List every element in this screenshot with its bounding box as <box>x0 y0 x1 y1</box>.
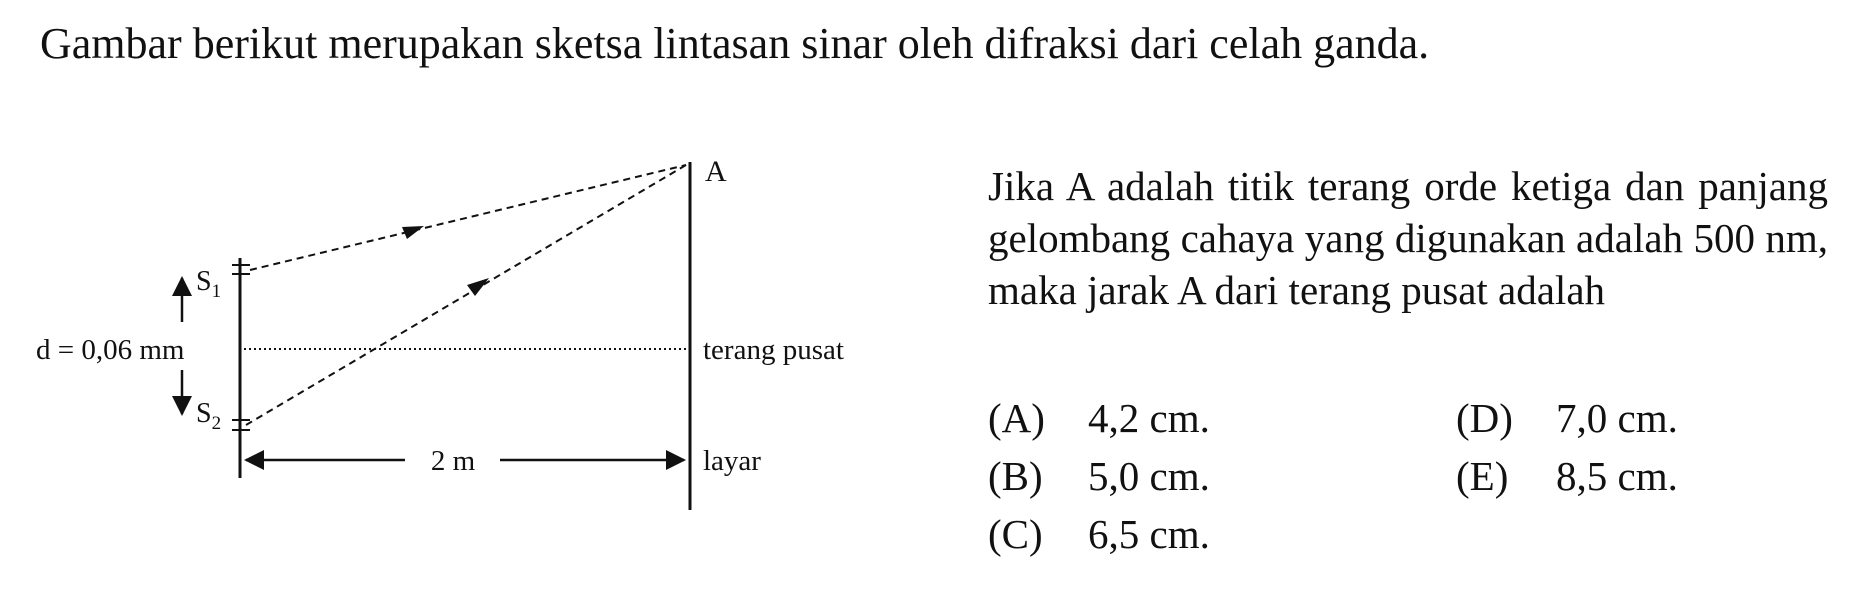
question-block <box>988 160 1828 316</box>
option-label: (C) <box>988 511 1043 557</box>
ray-arrowhead-2 <box>467 278 489 296</box>
option-value: 6,5 cm. <box>1088 511 1210 557</box>
ray-arrowhead-1 <box>402 226 424 239</box>
slit1-label: $S_1$ <box>196 266 222 302</box>
option-d[interactable] <box>1456 394 1678 442</box>
option-e[interactable] <box>1456 452 1678 500</box>
option-c[interactable] <box>988 510 1210 558</box>
option-label: (E) <box>1456 453 1509 499</box>
question-text: Jika A adalah titik terang orde ketiga dan panjang gelombang cahaya yang digunakan adalah 500 nm, maka jarak A dari terang pusat adalah <box>988 163 1828 313</box>
distance-label: 2 m <box>430 445 476 477</box>
point-a-label: A <box>705 155 727 188</box>
intro-text: Gambar berikut merupakan sketsa lintasan sinar oleh difraksi dari celah ganda. <box>40 19 1430 68</box>
option-label: (D) <box>1456 395 1513 441</box>
slit2-label: $S_2$ <box>196 398 222 434</box>
option-label: (B) <box>988 453 1043 499</box>
ray-from-s2 <box>246 165 686 425</box>
screen-label: layar <box>703 445 761 477</box>
option-b[interactable] <box>988 452 1210 500</box>
ray-from-s1 <box>250 165 686 270</box>
option-a[interactable] <box>988 394 1210 442</box>
d-label: d = 0,06 mm <box>36 334 185 366</box>
option-value: 8,5 cm. <box>1556 453 1678 499</box>
center-label: terang pusat <box>703 334 844 366</box>
option-label: (A) <box>988 395 1045 441</box>
option-value: 5,0 cm. <box>1088 453 1210 499</box>
option-value: 7,0 cm. <box>1556 395 1678 441</box>
option-value: 4,2 cm. <box>1088 395 1210 441</box>
